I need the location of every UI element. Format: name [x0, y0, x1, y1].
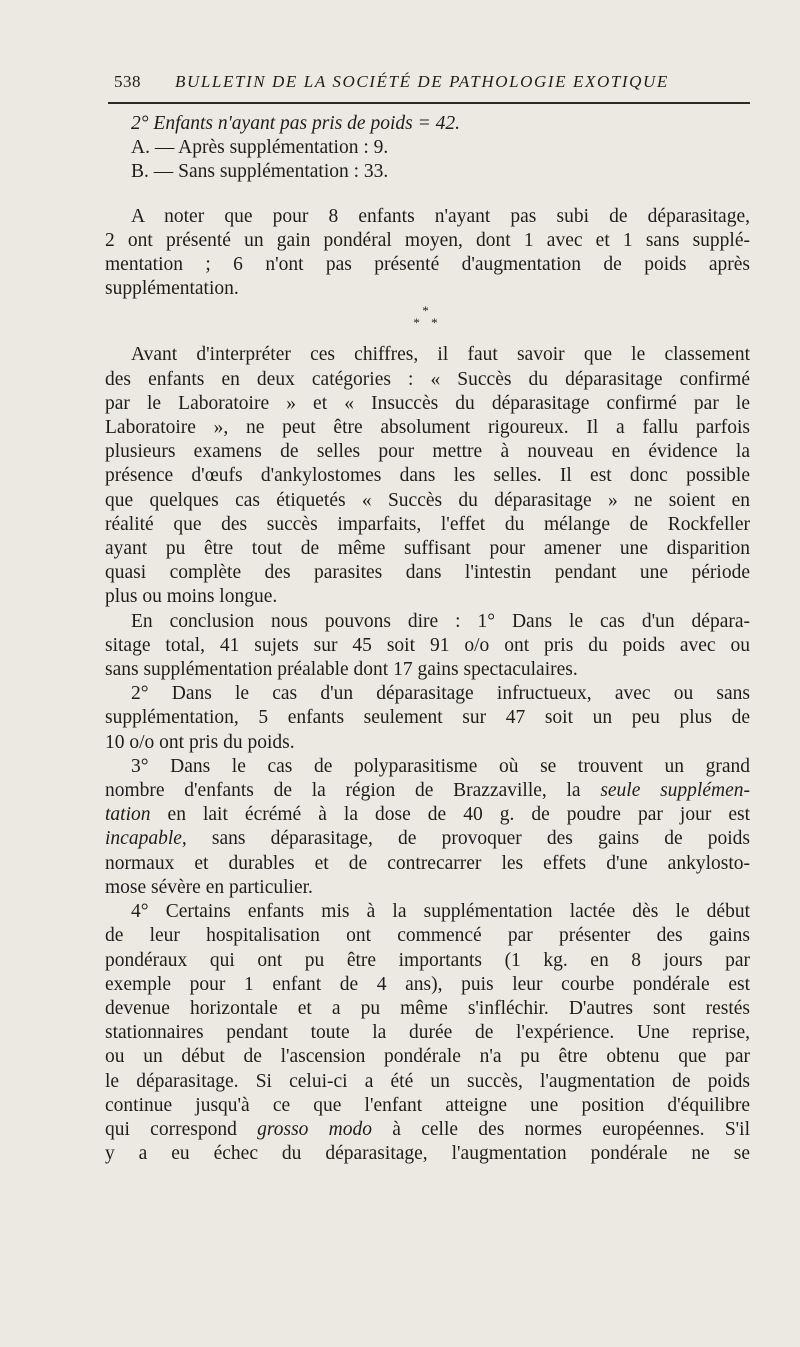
text-line: quasi complète des parasites dans l'intestin pendant une période — [105, 562, 750, 584]
text-line: Avant d'interpréter ces chiffres, il faut savoir que le classement — [131, 344, 750, 366]
paragraph-gap — [105, 185, 750, 205]
text-line: ou un début de l'ascension pondérale n'a pu être obtenu que par — [105, 1046, 750, 1068]
note-paragraph — [105, 205, 750, 302]
separator-star-bottom: * * — [413, 315, 442, 331]
text-line: exemple pour 1 enfant de 4 ans), puis leur courbe pondérale est — [105, 973, 750, 995]
text-line: En conclusion nous pouvons dire : 1° Dans le cas d'un dépara- — [131, 610, 750, 632]
running-title: BULLETIN DE LA SOCIÉTÉ DE PATHOLOGIE EXOTIQUE — [175, 72, 669, 91]
section-two-heading: 2° Enfants n'ayant pas pris de poids = 42. — [131, 113, 461, 134]
text-line: mose sévère en particulier. — [105, 876, 313, 898]
text-line: plus ou moins longue. — [105, 586, 278, 608]
text-line: 2° Dans le cas d'un déparasitage infructueux, avec ou sans — [131, 683, 750, 705]
text-line: 4° Certains enfants mis à la supplémentation lactée dès le début — [131, 901, 750, 923]
point-three-paragraph — [105, 755, 750, 900]
section-separator — [105, 305, 750, 329]
text-line: supplémentation. — [105, 278, 239, 300]
text-line: réalité que des succès imparfaits, l'effet du mélange de Rockfeller — [105, 513, 750, 535]
text-line: des enfants en deux catégories : « Succès du déparasitage confirmé — [105, 368, 750, 390]
separator-star-top: * — [422, 303, 433, 319]
text-line: normaux et durables et de contrecarrer les effets d'une ankylosto- — [105, 852, 750, 874]
text-line: que quelques cas étiquetés « Succès du déparasitage » ne soient en — [105, 489, 750, 511]
text-line: plusieurs examens de selles pour mettre à nouveau en évidence la — [105, 441, 750, 463]
point-four-paragraph — [105, 900, 750, 1166]
section-two-line-a: A. — Après supplémentation : 9. — [131, 137, 389, 159]
text-line: tation en lait écrémé à la dose de 40 g. de poudre par jour est — [105, 804, 751, 826]
text-line: qui correspond grosso modo à celle des normes européennes. S'il — [105, 1118, 751, 1140]
text-line: de leur hospitalisation ont commencé par présenter des gains — [105, 925, 750, 947]
text-line: ayant pu être tout de même suffisant pour amener une disparition — [105, 538, 750, 560]
text-line: incapable, sans déparasitage, de provoquer des gains de poids — [105, 828, 751, 850]
header-rule — [108, 102, 750, 104]
conclusion-paragraph — [105, 610, 750, 683]
text-line: 10 o/o ont pris du poids. — [105, 731, 295, 753]
page-header — [114, 72, 750, 100]
text-line: devenue horizontale et a pu même s'infléchir. D'autres sont restés — [105, 997, 750, 1019]
text-line: par le Laboratoire » et « Insuccès du déparasitage confirmé par le — [105, 392, 750, 414]
text-line: A noter que pour 8 enfants n'ayant pas subi de déparasitage, — [131, 205, 750, 227]
text-line: stationnaires pendant toute la durée de l'expérience. Une reprise, — [105, 1022, 750, 1044]
text-line: pondéraux qui ont pu être importants (1 kg. en 8 jours par — [105, 949, 750, 971]
text-line: présence d'œufs d'ankylostomes dans les selles. Il est donc possible — [105, 465, 750, 487]
text-line: le déparasitage. Si celui-ci a été un succès, l'augmentation de poids — [105, 1070, 750, 1092]
section-two-line-b: B. — Sans supplémentation : 33. — [131, 161, 389, 183]
text-line: nombre d'enfants de la région de Brazzaville, la seule supplémen- — [105, 780, 750, 802]
page-number: 538 — [114, 72, 141, 91]
text-line: 2 ont présenté un gain pondéral moyen, dont 1 avec et 1 sans supplé- — [105, 229, 750, 251]
text-line: y a eu échec du déparasitage, l'augmentation pondérale ne se — [105, 1143, 750, 1165]
text-line: mentation ; 6 n'ont pas présenté d'augmentation de poids après — [105, 254, 750, 276]
section-two-results — [105, 112, 750, 185]
text-line: continue jusqu'à ce que l'enfant atteigne une position d'équilibre — [105, 1094, 750, 1116]
point-two-paragraph — [105, 682, 750, 755]
text-line: sitage total, 41 sujets sur 45 soit 91 o/o ont pris du poids avec ou — [105, 634, 750, 656]
text-line: supplémentation, 5 enfants seulement sur 47 soit un peu plus de — [105, 707, 750, 729]
text-line: Laboratoire », ne peut être absolument rigoureux. Il a fallu parfois — [105, 417, 750, 439]
text-line: sans supplémentation préalable dont 17 gains spectaculaires. — [105, 659, 578, 681]
text-line: 3° Dans le cas de polyparasitisme où se trouvent un grand — [131, 755, 750, 777]
interpretation-paragraph — [105, 343, 750, 609]
body-text — [105, 112, 750, 1166]
